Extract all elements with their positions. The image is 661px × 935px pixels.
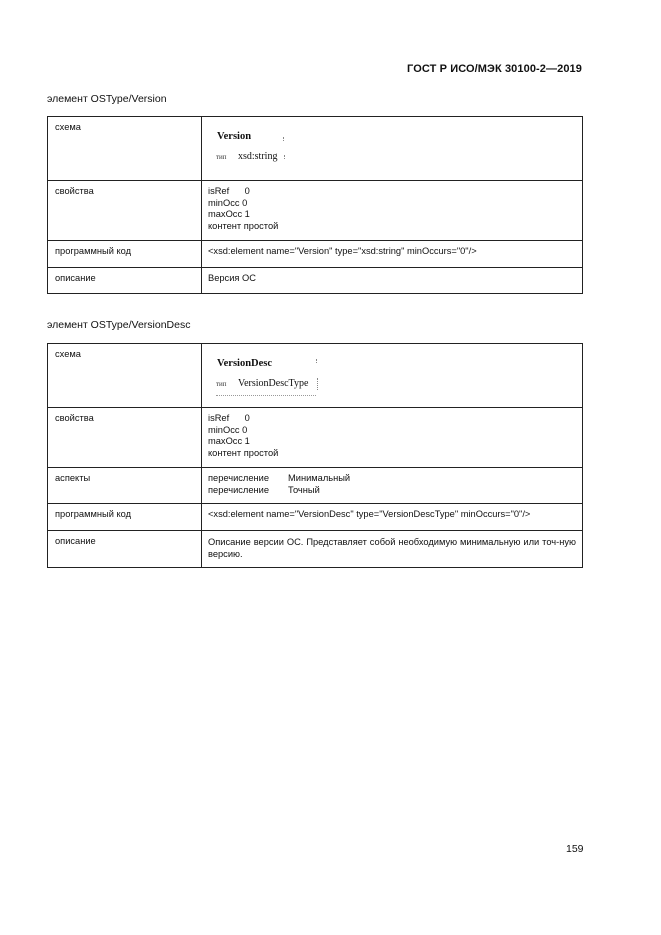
- row-label: программный код: [48, 504, 202, 531]
- property-line: isRef 0: [208, 413, 250, 423]
- code-cell: [202, 504, 583, 531]
- facet-value: Минимальный: [288, 473, 351, 483]
- property-line: maxOcc 1: [208, 209, 250, 219]
- section-title-versiondesc: элемент OSType/VersionDesc: [47, 319, 191, 331]
- versiondesc-spec-table: [47, 343, 583, 568]
- schema-box-edge: [316, 359, 317, 363]
- description-cell: [202, 268, 583, 294]
- row-label: описание: [48, 531, 202, 568]
- property-line: minOcc 0: [208, 197, 248, 208]
- table-row: [48, 268, 583, 294]
- row-label: аспекты: [48, 468, 202, 504]
- property-line: контент простой: [208, 447, 279, 458]
- description-text: Версия ОС: [208, 273, 256, 283]
- schema-box-edge: [216, 395, 316, 396]
- code-text: <xsd:element name="Version" type="xsd:string" minOccurs="0"/>: [208, 246, 477, 256]
- schema-type-label: тип: [216, 380, 227, 388]
- row-label: программный код: [48, 241, 202, 268]
- schema-type-value: VersionDescType: [238, 378, 309, 389]
- table-row: [48, 408, 583, 468]
- table-row: [48, 504, 583, 531]
- property-line: minOcc 0: [208, 424, 248, 435]
- table-row: [48, 241, 583, 268]
- table-row: [48, 531, 583, 568]
- schema-box-edge: [283, 137, 284, 141]
- properties-cell: [202, 181, 583, 241]
- code-cell: [202, 241, 583, 268]
- code-text: <xsd:element name="VersionDesc" type="VersionDescType" minOccurs="0"/>: [208, 509, 531, 519]
- table-row: [48, 468, 583, 504]
- facet-kind: перечисление: [208, 484, 270, 495]
- facet-value: Точный: [288, 484, 320, 495]
- row-label: описание: [48, 268, 202, 294]
- description-cell: [202, 531, 583, 568]
- row-label: свойства: [48, 181, 202, 241]
- facet-row: [208, 473, 576, 485]
- property-line: isRef 0: [208, 186, 250, 196]
- description-text: Описание версии ОС. Представляет собой необходимую минимальную или точ-ную версию.: [208, 537, 576, 559]
- facet-row: [208, 485, 576, 497]
- schema-box-edge: [317, 378, 318, 390]
- facet-kind: перечисление: [208, 473, 270, 483]
- property-line: контент простой: [208, 220, 279, 231]
- version-spec-table: [47, 116, 583, 294]
- page-number: 159: [566, 843, 584, 855]
- properties-cell: [202, 408, 583, 468]
- row-label: свойства: [48, 408, 202, 468]
- schema-type-value: xsd:string: [238, 151, 278, 162]
- table-row: [48, 117, 583, 181]
- schema-type-label: тип: [216, 153, 227, 161]
- table-row: [48, 181, 583, 241]
- row-label: схема: [48, 117, 202, 181]
- section-title-version: элемент OSType/Version: [47, 93, 167, 105]
- property-line: maxOcc 1: [208, 436, 250, 446]
- row-label: схема: [48, 344, 202, 408]
- schema-box-edge: [284, 155, 285, 159]
- document-header: ГОСТ Р ИСО/МЭК 30100-2—2019: [407, 63, 582, 75]
- facets-cell: [202, 468, 583, 504]
- table-row: [48, 344, 583, 408]
- schema-diagram: [202, 344, 583, 408]
- schema-diagram: [202, 117, 583, 181]
- schema-element-name: Version: [217, 131, 252, 142]
- schema-element-name: VersionDesc: [217, 358, 273, 369]
